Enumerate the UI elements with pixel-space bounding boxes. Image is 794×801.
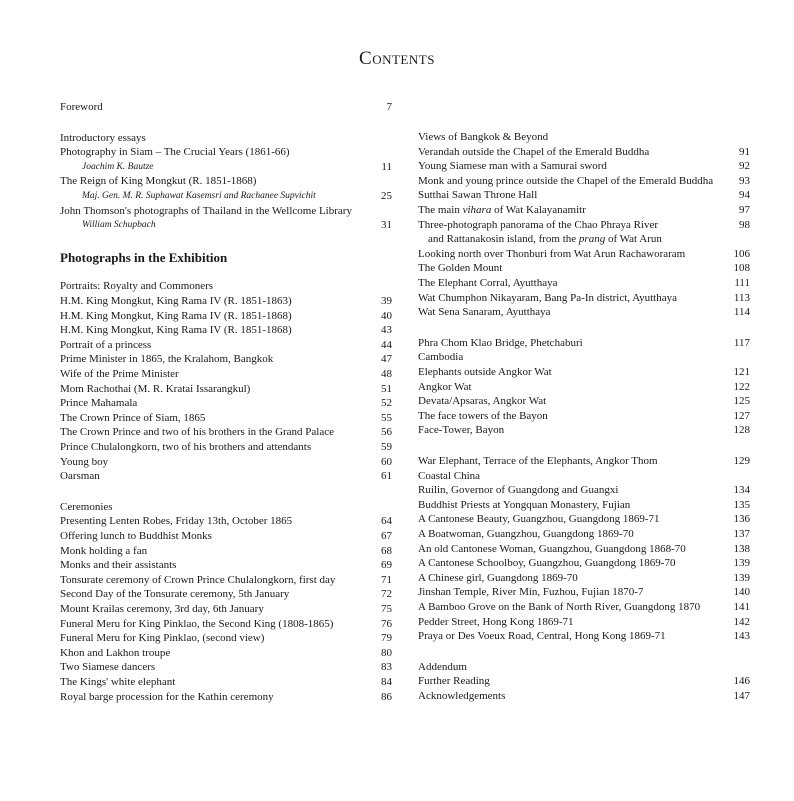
page-number: 128 (733, 424, 750, 437)
toc-entry (418, 498, 750, 513)
toc-entry (418, 174, 750, 189)
section-title (418, 130, 750, 145)
section-title (418, 469, 750, 484)
page-number: 138 (733, 542, 750, 555)
page-number: 137 (733, 528, 750, 540)
title-italic-term: prang (578, 233, 606, 246)
toc-entry-title: The Golden Mount (418, 262, 503, 275)
toc-entry-title: Praya or Des Voeux Road, Central, Hong Kong 1869-71 (418, 630, 666, 643)
heading-text: Photographs in the Exhibition (60, 249, 228, 265)
page-number: 122 (733, 380, 750, 393)
toc-entry-title: Ruilin, Governor of Guangdong and Guangxi (418, 484, 619, 497)
page-number: 25 (381, 190, 392, 202)
toc-entry (418, 159, 750, 174)
toc-entry (418, 218, 750, 233)
page-number: 127 (733, 409, 750, 422)
toc-entry-title: The Reign of King Mongkut (R. 1851-1868) (60, 175, 257, 188)
page-number: 40 (381, 309, 392, 322)
toc-entry-title: Portrait of a princess (60, 338, 152, 351)
page-number: 135 (733, 498, 750, 511)
page-number: 98 (739, 218, 750, 231)
toc-entry-title: Khon and Lakhon troupe (60, 646, 171, 659)
toc-entry (60, 602, 392, 617)
section-title (418, 660, 750, 675)
toc-entry (418, 512, 750, 527)
toc-entry (418, 571, 750, 586)
page-number: 69 (381, 559, 392, 572)
toc-entry (60, 145, 392, 160)
toc-entry (418, 261, 750, 276)
toc-entry (60, 367, 392, 382)
toc-entry-title: The Crown Prince and two of his brothers in the Grand Palace (60, 426, 335, 439)
page-number: 108 (733, 262, 750, 275)
title-part: of Wat Arun (605, 233, 662, 246)
page-number: 139 (733, 571, 750, 584)
page-number: 136 (733, 513, 750, 526)
toc-entry (60, 529, 392, 544)
toc-entry (418, 689, 750, 704)
page-number: 59 (381, 441, 392, 453)
page-number: 111 (734, 277, 750, 289)
toc-entry-title: Mount Krailas ceremony, 3rd day, 6th January (60, 603, 264, 615)
toc-entry-title: H.M. King Mongkut, King Rama IV (R. 1851-1868) (60, 309, 292, 322)
toc-entry (60, 440, 392, 455)
toc-entry-title: Royal barge procession for the Kathin ceremony (60, 690, 274, 703)
toc-entry-title: A Cantonese Schoolboy, Guangzhou, Guangdong 1869-70 (418, 557, 676, 570)
page-number: 52 (381, 397, 392, 410)
toc-entry (60, 631, 392, 646)
toc-author (60, 218, 392, 233)
toc-entry-title: Buddhist Priests at Yongquan Monastery, Fujian (418, 498, 631, 511)
toc-entry (418, 380, 750, 395)
page-number: 113 (733, 291, 750, 304)
toc-entry-title: Monk and young prince outside the Chapel of the Emerald Buddha (418, 174, 714, 187)
toc-entry-title: Monk holding a fan (60, 544, 148, 557)
title-part: of Wat Kalayanamitr (491, 204, 586, 216)
section-title (418, 350, 750, 365)
toc-entry (418, 394, 750, 409)
toc-entry (418, 203, 750, 218)
toc-entry (418, 145, 750, 160)
toc-entry (60, 455, 392, 470)
toc-entry-title: Joachim K. Bautze (82, 161, 154, 172)
toc-entry-title: H.M. King Mongkut, King Rama IV (R. 1851-1868) (60, 324, 292, 337)
toc-entry (60, 675, 392, 690)
page-number: 55 (381, 411, 392, 424)
toc-entry (418, 423, 750, 438)
toc-entry (60, 558, 392, 573)
toc-entry (60, 100, 392, 115)
toc-entry (60, 323, 392, 338)
toc-entry-title: Devata/Apsaras, Angkor Wat (418, 395, 547, 408)
page-number: 75 (381, 603, 392, 615)
page-number: 121 (733, 366, 750, 378)
toc-entry-title: The Kings' white elephant (60, 676, 176, 688)
section-title (60, 131, 392, 146)
toc-entry-title: William Schupbach (82, 220, 156, 231)
toc-entry-title: Pedder Street, Hong Kong 1869-71 (418, 615, 574, 628)
toc-entry-title: An old Cantonese Woman, Guangzhou, Guangdong 1868-70 (418, 542, 686, 555)
toc-entry (418, 276, 750, 291)
page-number: 61 (381, 470, 392, 483)
toc-entry (418, 542, 750, 557)
toc-entry-title: Prince Chulalongkorn, two of his brothers and attendants (60, 441, 312, 453)
toc-entry (418, 247, 750, 262)
toc-entry-title: Funeral Meru for King Pinklao, the Second King (1808-1865) (60, 617, 334, 630)
toc-entry-title: Second Day of the Tonsurate ceremony, 5th January (60, 588, 290, 601)
page-number: 48 (381, 368, 392, 380)
section-title-text: Coastal China (418, 469, 481, 482)
toc-entry-title: Tonsurate ceremony of Crown Prince Chulalongkorn, first day (60, 573, 336, 586)
toc-entry (418, 600, 750, 615)
toc-entry-title: Prince Mahamala (60, 397, 138, 410)
toc-entry (418, 629, 750, 644)
toc-entry-title: Elephants outside Angkor Wat (418, 366, 552, 378)
toc-entry (60, 382, 392, 397)
toc-entry (60, 660, 392, 675)
page-number: 117 (733, 336, 750, 349)
toc-entry (60, 469, 392, 484)
toc-entry-title: Three-photograph panorama of the Chao Phraya River (418, 218, 659, 231)
toc-entry (418, 615, 750, 630)
section-heading (60, 251, 392, 266)
toc-entry (60, 617, 392, 632)
page-number: 91 (739, 145, 750, 158)
section-title-text: Ceremonies (60, 500, 113, 513)
toc-entry (60, 396, 392, 411)
toc-entry (60, 294, 392, 309)
page-number: 134 (733, 484, 750, 497)
page-number: 47 (381, 353, 392, 366)
toc-entry-title: Wife of the Prime Minister (60, 368, 179, 380)
toc-entry (418, 188, 750, 203)
page-number: 60 (381, 455, 392, 468)
toc-entry (60, 352, 392, 367)
toc-entry-continued (418, 232, 750, 247)
toc-entry-title: Phra Chom Klao Bridge, Phetchaburi (418, 336, 583, 349)
toc-entry (60, 690, 392, 705)
toc-entry-title: Young Siamese man with a Samurai sword (418, 160, 607, 173)
toc-entry-title: Prime Minister in 1865, the Kralahom, Bangkok (60, 353, 274, 366)
toc-entry-title: Wat Sena Sanaram, Ayutthaya (418, 306, 551, 319)
page-number: 139 (733, 557, 750, 570)
toc-entry (418, 454, 750, 469)
page-number: 125 (733, 395, 750, 408)
page-number: 31 (381, 219, 392, 232)
page-number: 114 (733, 306, 750, 319)
toc-entry-title: Offering lunch to Buddhist Monks (60, 530, 212, 542)
toc-entry (60, 646, 392, 661)
page-number: 106 (733, 247, 750, 260)
toc-entry-title: Looking north over Thonburi from Wat Arun Rachaworaram (418, 247, 686, 260)
page-number: 68 (381, 544, 392, 557)
section-title (60, 279, 392, 294)
toc-entry (418, 291, 750, 306)
toc-entry-title: Photography in Siam – The Crucial Years (1861-66) (60, 146, 290, 159)
toc-entry-title: A Boatwoman, Guangzhou, Guangdong 1869-70 (418, 528, 634, 540)
toc-entry-title: Two Siamese dancers (60, 661, 156, 674)
page-number: 92 (739, 160, 750, 173)
toc-entry-title: H.M. King Mongkut, King Rama IV (R. 1851-1863) (60, 295, 292, 307)
page-number: 141 (733, 601, 750, 613)
section-title-text: Introductory essays (60, 131, 146, 144)
toc-entry (418, 556, 750, 571)
toc-entry (60, 411, 392, 426)
page-number: 72 (381, 588, 392, 601)
toc-entry (418, 483, 750, 498)
page-number: 97 (739, 204, 750, 216)
page-number: 147 (733, 690, 750, 702)
toc-entry-title: A Cantonese Beauty, Guangzhou, Guangdong 1869-71 (418, 513, 660, 526)
title-part: and Rattanakosin island, from the (428, 233, 579, 246)
section-title (60, 500, 392, 515)
toc-entry (60, 573, 392, 588)
toc-author (60, 160, 392, 175)
page-number: 56 (381, 426, 392, 439)
section-title-text: Portraits: Royalty and Commoners (60, 280, 214, 293)
page-number: 51 (381, 382, 392, 395)
page-title: Contents (359, 48, 435, 69)
toc-entry (418, 409, 750, 424)
toc-entry (60, 587, 392, 602)
toc-entry (60, 309, 392, 324)
page-number: 7 (386, 101, 392, 113)
toc-entry-title: Maj. Gen. M. R. Suphawat Kasemsri and Rachanee Supvichit (82, 191, 316, 201)
toc-entry-title (428, 232, 662, 247)
toc-entry-title: Verandah outside the Chapel of the Emerald Buddha (418, 145, 650, 158)
toc-entry-title: Jinshan Temple, River Min, Fuzhou, Fujian 1870-7 (418, 586, 644, 599)
toc-entry (60, 544, 392, 559)
toc-entry (60, 174, 392, 189)
page-number: 94 (739, 189, 750, 202)
toc-entry-title: Further Reading (418, 675, 490, 688)
page-number: 140 (733, 586, 750, 599)
toc-entry (418, 305, 750, 320)
toc-entry (60, 425, 392, 440)
page-number: 146 (733, 675, 750, 688)
page-number: 84 (381, 676, 392, 688)
toc-entry-title: Sutthai Sawan Throne Hall (418, 189, 538, 202)
toc-entry-title: Oarsman (60, 470, 100, 483)
page-number: 93 (739, 174, 750, 187)
page-number: 86 (381, 690, 392, 703)
title-italic-term: vihara (462, 204, 492, 216)
section-title-text: Cambodia (418, 351, 464, 364)
toc-entry-title: Presenting Lenten Robes, Friday 13th, October 1865 (60, 515, 293, 528)
title-part: The main (418, 204, 463, 216)
toc-entry-title: The Crown Prince of Siam, 1865 (60, 411, 206, 424)
toc-entry-title: Acknowledgements (418, 690, 506, 702)
page-number: 67 (381, 530, 392, 542)
toc-entry-title: Foreword (60, 101, 103, 113)
toc-entry-title: Monks and their assistants (60, 559, 177, 572)
toc-entry-title: Mom Rachothai (M. R. Kratai Issarangkul) (60, 382, 251, 395)
toc-entry-title: The face towers of the Bayon (418, 409, 548, 422)
toc-author (60, 189, 392, 204)
page-number: 64 (381, 515, 392, 528)
page-number: 142 (733, 615, 750, 628)
toc-entry (418, 527, 750, 542)
toc-entry (418, 674, 750, 689)
toc-entry-title: Face-Tower, Bayon (418, 424, 505, 437)
toc-entry (418, 365, 750, 380)
toc-entry-title: Wat Chumphon Nikayaram, Bang Pa-In district, Ayutthaya (418, 291, 677, 304)
page-number: 44 (381, 338, 392, 351)
page-number: 39 (381, 295, 392, 307)
toc-entry-title: Angkor Wat (418, 380, 472, 393)
toc-entry-title: A Chinese girl, Guangdong 1869-70 (418, 571, 578, 584)
toc-entry (60, 204, 392, 219)
section-title-text: Addendum (418, 660, 467, 673)
toc-entry-title: A Bamboo Grove on the Bank of North River, Guangdong 1870 (418, 601, 701, 613)
toc-entry-title: War Elephant, Terrace of the Elephants, Angkor Thom (418, 455, 658, 467)
page-number: 129 (733, 455, 750, 467)
toc-entry (60, 338, 392, 353)
page-number: 143 (733, 630, 750, 643)
page-number: 71 (381, 573, 392, 586)
page-number: 79 (381, 632, 392, 645)
page-number: 76 (381, 617, 392, 630)
toc-entry-title: Young boy (60, 455, 109, 468)
toc-entry-title: John Thomson's photographs of Thailand in the Wellcome Library (60, 204, 352, 217)
toc-entry (418, 585, 750, 600)
page-number: 43 (381, 324, 392, 337)
toc-entry-title: The Elephant Corral, Ayutthaya (418, 277, 558, 289)
toc-entry-title: Funeral Meru for King Pinklao, (second view) (60, 632, 265, 645)
page-number: 83 (381, 661, 392, 674)
page-number: 11 (381, 160, 392, 173)
toc-entry-title (418, 203, 586, 218)
page-number: 80 (381, 646, 392, 659)
section-title-text: Views of Bangkok & Beyond (418, 131, 549, 143)
toc-entry (418, 336, 750, 351)
toc-entry (60, 514, 392, 529)
